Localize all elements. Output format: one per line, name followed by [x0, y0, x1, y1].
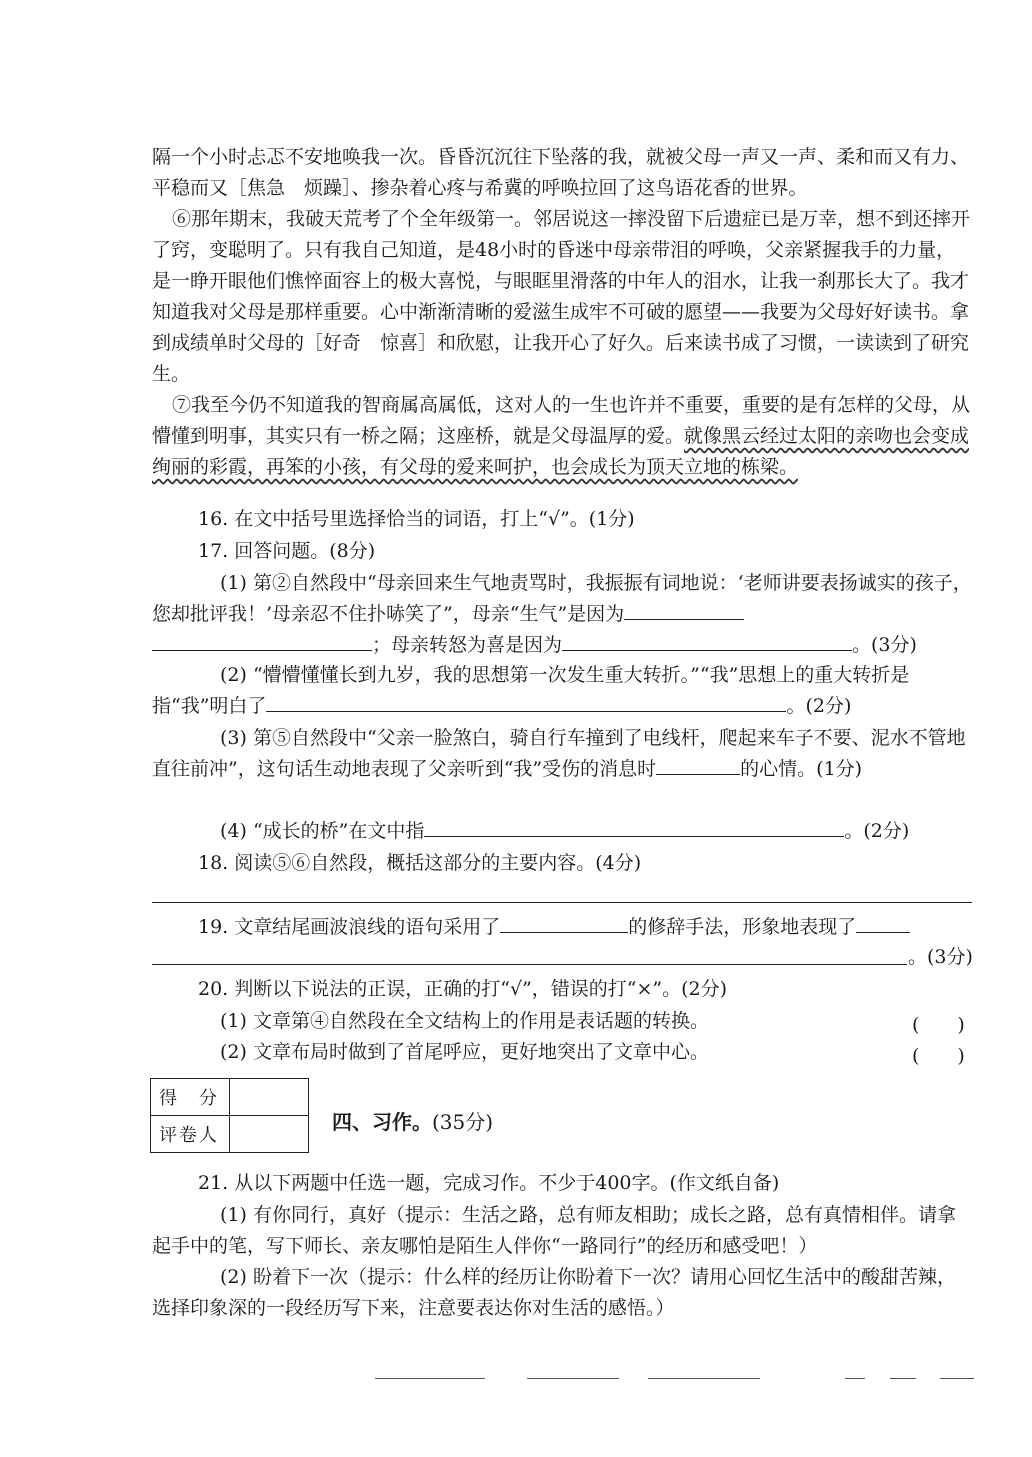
score-box	[150, 1078, 309, 1153]
question-17: 17. 回答问题。(8分)	[198, 540, 376, 562]
passage-paragraph-7	[152, 390, 974, 483]
score-label: 得 分	[151, 1079, 230, 1116]
question-17-2-points: 。(2分)	[786, 695, 852, 717]
question-17-1-text: (1) 第②自然段中“母亲回来生气地责骂时，我振振有词地说：‘老师讲要表扬诚实的孩子，您却批评我！’母亲忍不住扑哧笑了”，母亲“生气”是因为	[152, 572, 972, 625]
passage-paragraph-5-end: 隔一个小时忐忑不安地唤我一次。昏昏沉沉往下坠落的我，就被父母一声又一声、柔和而又有力、平稳而又［焦急 烦躁］、掺杂着心疼与希冀的呼唤拉回了这鸟语花香的世界。	[152, 146, 970, 199]
answer-line[interactable]	[152, 964, 907, 965]
writing-option-2: (2) 盼着下一次（提示：什么样的经历让你盼着下一次？请用心回忆生活中的酸甜苦辣，选择印象深的一段经历写下来，注意要表达你对生活的感悟。）	[152, 1266, 956, 1319]
question-19-points: 。(3分)	[908, 946, 973, 968]
answer-line[interactable]	[152, 902, 972, 903]
scan-artifact-line	[890, 1378, 916, 1379]
question-17-4-text: (4) “成长的桥”在文中指	[220, 820, 425, 842]
answer-blank[interactable]	[266, 693, 786, 712]
writing-option-1: (1) 有你同行，真好（提示：生活之路，总有师友相助；成长之路，总有真情相伴。请拿起手中的笔，写下师长、亲友哪怕是陌生人伴你“一路同行”的经历和感受吧！）	[152, 1204, 956, 1257]
answer-blank[interactable]	[500, 914, 628, 933]
question-17-2	[152, 660, 974, 722]
passage-paragraph-6: ⑥那年期末，我破天荒考了个全年级第一。邻居说这一摔没留下后遗症已是万幸，想不到还摔开了窍，变聪明了。只有我自己知道，是48小时的昏迷中母亲带泪的呼唤，父亲紧握我手的力量，是一睁开眼他们憔悴面容上的极大喜悦，与眼眶里滑落的中年人的泪水，让我一刹那长大了。我才知道我对父母是那样重要。心中渐渐清晰的爱滋生成牢不可破的愿望——我要为父母好好读书。拿到成绩单时父母的［好奇 惊喜］和欣慰，让我开心了好久。后来读书成了习惯，一读读到了研究生。	[152, 208, 971, 385]
question-17-1	[152, 568, 974, 661]
question-20-1: (1) 文章第④自然段在全文结构上的作用是表话题的转换。	[220, 1010, 709, 1032]
question-19-text-b: 的修辞手法，形象地表现了	[628, 916, 857, 938]
answer-blank[interactable]	[656, 756, 740, 775]
answer-blank[interactable]	[624, 601, 744, 620]
question-17-3	[152, 723, 974, 785]
section-4-title: 四、习作。	[332, 1110, 432, 1134]
judgement-parentheses[interactable]: ( )	[912, 1014, 965, 1036]
answer-blank[interactable]	[152, 632, 372, 651]
question-20-2: (2) 文章布局时做到了首尾呼应，更好地突出了文章中心。	[220, 1041, 709, 1063]
score-cell[interactable]	[230, 1079, 309, 1116]
scan-artifact-line	[648, 1378, 760, 1379]
scan-artifact-line	[845, 1378, 865, 1379]
scan-artifact-line	[940, 1378, 974, 1379]
question-17-1-points: 。(3分)	[852, 634, 917, 656]
grader-label: 评卷人	[151, 1116, 230, 1153]
section-4-heading	[332, 1106, 493, 1135]
grader-cell[interactable]	[230, 1116, 309, 1153]
question-17-4	[152, 816, 974, 847]
answer-blank[interactable]	[562, 632, 852, 651]
question-19-text: 19. 文章结尾画波浪线的语句采用了	[198, 916, 501, 938]
question-17-1-text-b: ；母亲转怒为喜是因为	[372, 634, 563, 656]
question-18: 18. 阅读⑤⑥自然段，概括这部分的主要内容。(4分)	[198, 852, 642, 874]
answer-blank[interactable]	[424, 818, 844, 837]
paragraph-7-plain-text: ⑦我至今仍不知道我的智商属高属低，这对人的一生也许并不重要，重要的是有怎样的父母，从懵懂到明事，其实只有一桥之隔；这座桥，就是父母温厚的爱。	[152, 394, 971, 447]
question-17-4-points: 。(2分)	[844, 820, 910, 842]
judgement-parentheses[interactable]: ( )	[912, 1045, 965, 1067]
question-19	[198, 912, 910, 943]
scan-artifact-line	[527, 1378, 619, 1379]
question-17-3-text: (3) 第⑤自然段中“父亲一脸煞白，骑自行车撞到了电线杆，爬起来车子不要、泥水不管地直往前冲”，这句话生动地表现了父亲听到“我”受伤的消息时	[152, 727, 966, 780]
answer-blank[interactable]	[856, 914, 910, 933]
scan-artifact-line	[375, 1378, 485, 1379]
wavy-underlined-sentence: 就像黑云经过太阳的亲吻也会变成绚丽的彩霞，再笨的小孩，有父母的爱来呵护，也会成长为顶天立地的栋梁。	[152, 425, 970, 478]
question-17-3-points: 的心情。(1分)	[740, 758, 863, 780]
section-4-points: (35分)	[432, 1110, 494, 1134]
question-21: 21. 从以下两题中任选一题，完成习作。不少于400字。(作文纸自备)	[198, 1172, 780, 1194]
question-16: 16. 在文中括号里选择恰当的词语，打上“√”。(1分)	[198, 508, 635, 530]
question-17-2-text: (2) “懵懵懂懂长到九岁，我的思想第一次发生重大转折。”“我”思想上的重大转折是指“我”明白了	[152, 664, 910, 717]
question-20: 20. 判断以下说法的正误，正确的打“√”，错误的打“×”。(2分)	[198, 978, 728, 1000]
